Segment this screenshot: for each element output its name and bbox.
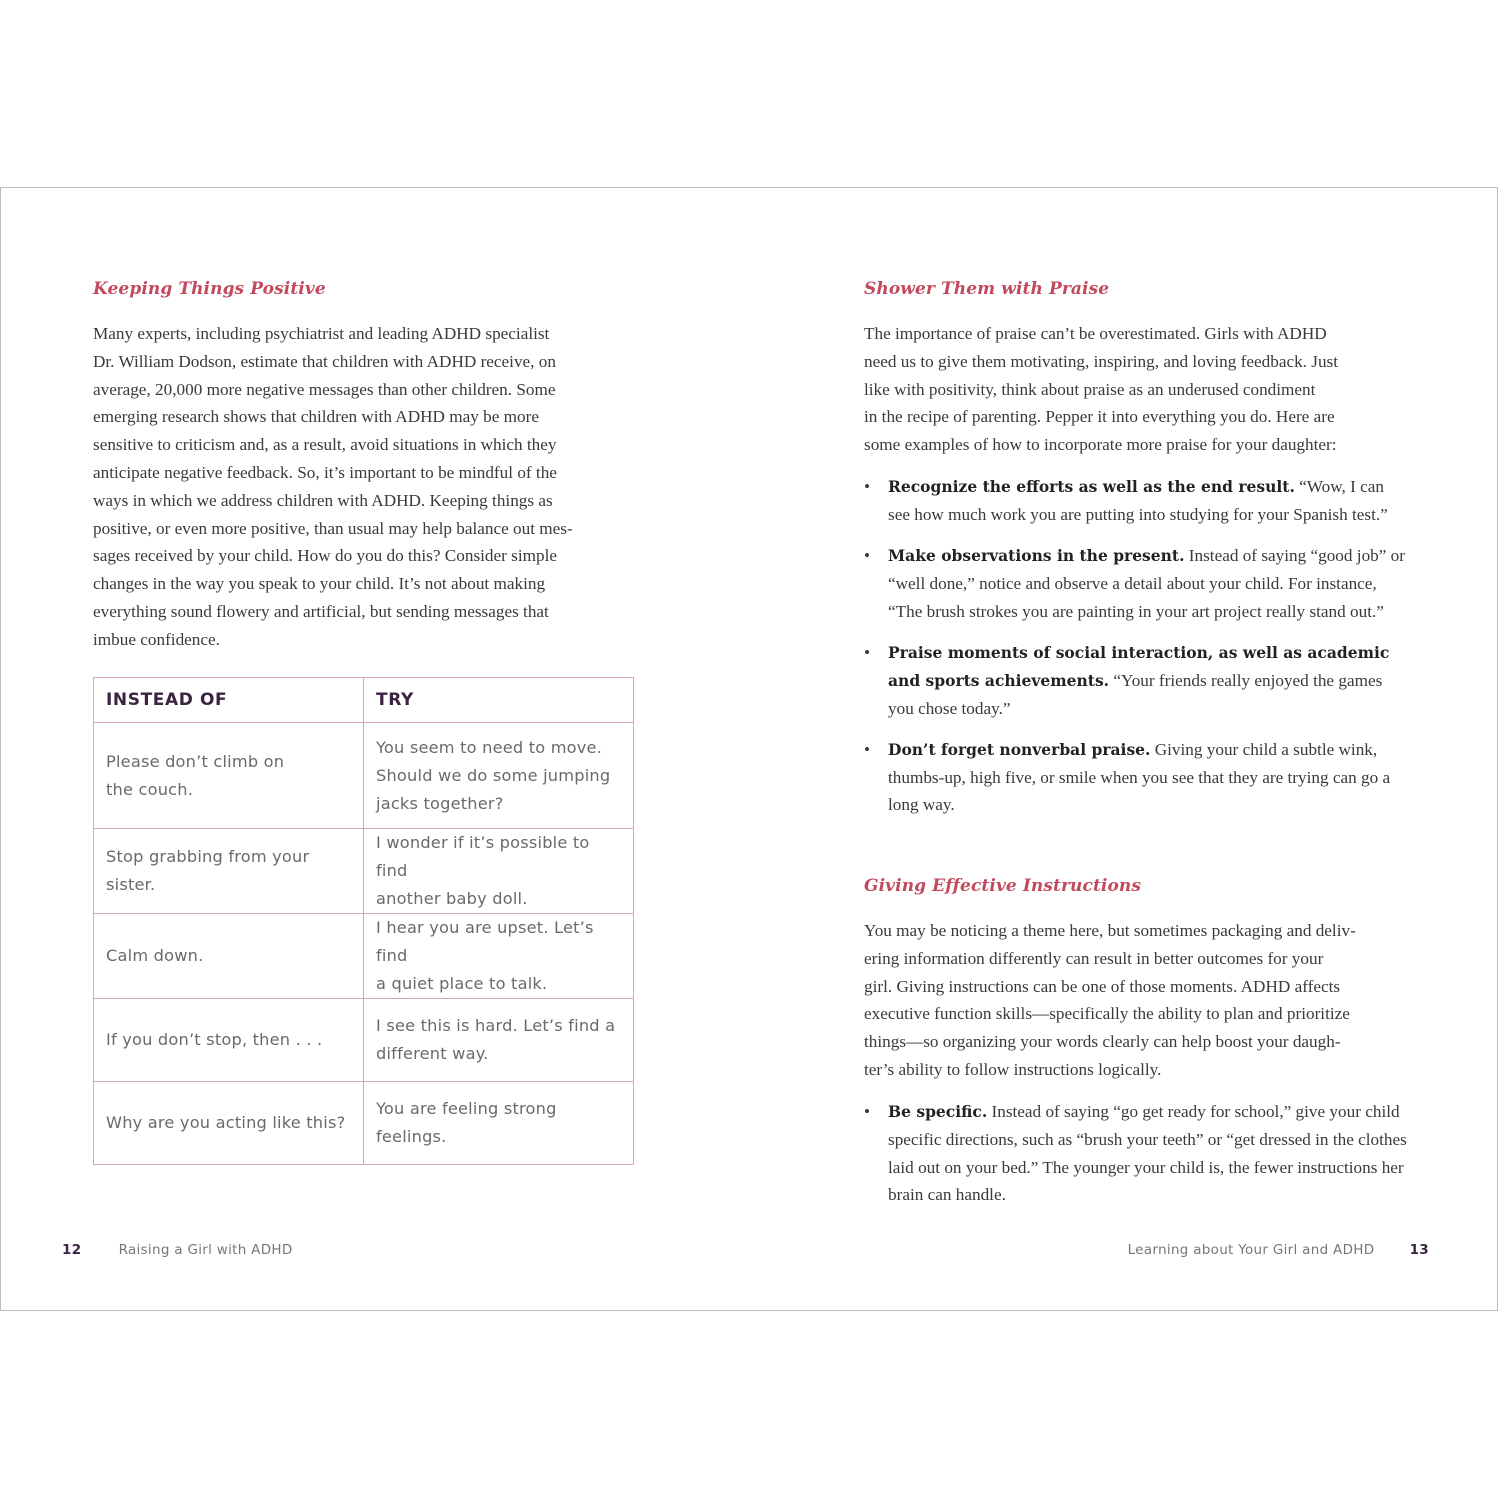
heading-keeping-things-positive: Keeping Things Positive	[93, 279, 326, 299]
text-line: average, 20,000 more negative messages than other children. Some	[93, 379, 556, 399]
instead-of-cell	[94, 1082, 364, 1165]
try-cell	[364, 1082, 634, 1165]
bullet-dot-icon: •	[864, 1102, 871, 1121]
bullet-text: Instead of saying “good job” or “well done,” notice and observe a detail about your child. For instance, “The brush strokes you are painting in your art project really stand out.”	[888, 546, 1406, 621]
try-cell	[364, 723, 634, 829]
praise-bullet-list	[864, 473, 1409, 833]
instructions-bullet-list	[864, 1098, 1409, 1223]
text-line: anticipate negative feedback. So, it’s important to be mindful of the	[93, 462, 557, 482]
text-line: ering information differently can result in better outcomes for your	[864, 948, 1324, 968]
running-title-right: Learning about Your Girl and ADHD	[1127, 1242, 1375, 1258]
text-line: need us to give them motivating, inspiring, and loving feedback. Just	[864, 351, 1339, 371]
bullet-dot-icon: •	[864, 739, 871, 759]
bullet-lead: Recognize the efforts as well as the end result.	[888, 477, 1295, 496]
bullet-text: “Wow, I can see how much work you are putting into studying for your Spanish test.”	[888, 477, 1388, 524]
bullet-lead: Be specific.	[888, 1102, 988, 1121]
page-number-left: 12	[62, 1242, 82, 1258]
text-line: imbue confidence.	[93, 629, 220, 649]
bullet-text: Instead of saying “go get ready for school,” give your child specific directions, such as “brush your teeth” or “get dressed in the clothes laid out on your bed.” The younger your child is, the fewer instructions her brain can handle.	[888, 1102, 1407, 1205]
try-cell	[364, 829, 634, 914]
text-line: girl. Giving instructions can be one of those moments. ADHD affects	[864, 976, 1341, 996]
cell-line: feelings.	[376, 1127, 447, 1146]
page-number-right: 13	[1409, 1242, 1429, 1258]
cell-line: If you don’t stop, then . . .	[106, 1030, 323, 1049]
bullet-dot-icon: •	[864, 477, 871, 496]
header-instead-of: INSTEAD OF	[94, 678, 364, 723]
text-line: Dr. William Dodson, estimate that children with ADHD receive, on	[93, 351, 556, 371]
instead-of-cell	[94, 723, 364, 829]
text-line: some examples of how to incorporate more praise for your daughter:	[864, 435, 1337, 455]
bullet-lead: Praise moments of social interaction, as well as academic and sports achievements.	[888, 642, 1390, 690]
instead-of-cell	[94, 999, 364, 1082]
bullet-item	[864, 542, 1409, 625]
table-row	[94, 914, 634, 999]
text-line: sages received by your child. How do you do this? Consider simple	[93, 546, 557, 566]
text-line: Many experts, including psychiatrist and leading ADHD specialist	[93, 324, 550, 343]
text-line: emerging research shows that children with ADHD may be more	[93, 407, 539, 427]
try-cell	[364, 999, 634, 1082]
cell-line: the couch.	[106, 779, 194, 799]
cell-line: I see this is hard. Let’s find a	[376, 1016, 616, 1035]
table-row	[94, 723, 634, 829]
instead-of-cell	[94, 914, 364, 999]
text-line: things—so organizing your words clearly can help boost your daugh-	[864, 1032, 1341, 1052]
heading-giving-effective-instructions: Giving Effective Instructions	[864, 876, 1142, 896]
text-line: like with positivity, think about praise as an underused condiment	[864, 379, 1316, 399]
text-line: everything sound flowery and artificial, but sending messages that	[93, 601, 549, 621]
cell-line: Please don’t climb on	[106, 751, 285, 771]
cell-line: a quiet place to talk.	[376, 974, 548, 993]
bullet-item	[864, 1098, 1409, 1209]
right-paragraph-2	[864, 917, 1424, 1084]
text-line: ways in which we address children with ADHD. Keeping things as	[93, 490, 553, 510]
cell-line: Why are you acting like this?	[106, 1113, 346, 1132]
text-line: changes in the way you speak to your child. It’s not about making	[93, 574, 546, 594]
bullet-text: Giving your child a subtle wink, thumbs-up, high five, or smile when you see that they are trying can go a long way.	[888, 739, 1391, 815]
text-line: sensitive to criticism and, as a result, avoid situations in which they	[93, 435, 557, 455]
cell-line: sister.	[106, 875, 156, 894]
right-paragraph-1	[864, 320, 1424, 459]
text-line: in the recipe of parenting. Pepper it into everything you do. Here are	[864, 407, 1335, 427]
cell-line: I wonder if it’s possible to find	[376, 833, 590, 880]
cell-line: Stop grabbing from your	[106, 847, 310, 866]
table-row	[94, 1082, 634, 1165]
text-line: The importance of praise can’t be overestimated. Girls with ADHD	[864, 324, 1327, 343]
text-line: You may be noticing a theme here, but sometimes packaging and deliv-	[864, 921, 1356, 940]
table-header-row	[94, 678, 634, 723]
bullet-lead: Make observations in the present.	[888, 546, 1185, 566]
cell-line: another baby doll.	[376, 889, 528, 908]
cell-line: I hear you are upset. Let’s find	[376, 918, 594, 965]
cell-line: Should we do some jumping	[376, 765, 611, 785]
cell-line: You seem to need to move.	[376, 737, 603, 757]
left-footer	[62, 1242, 293, 1258]
cell-line: You are feeling strong	[376, 1099, 557, 1118]
instead-of-try-table	[93, 677, 634, 1165]
try-cell	[364, 914, 634, 999]
bullet-text: “Your friends really enjoyed the games you chose today.”	[888, 670, 1383, 718]
left-paragraph	[93, 320, 653, 654]
text-line: ter’s ability to follow instructions logically.	[864, 1059, 1162, 1079]
table-row	[94, 829, 634, 914]
bullet-item	[864, 473, 1409, 529]
bullet-lead: Don’t forget nonverbal praise.	[888, 739, 1151, 759]
heading-shower-them-with-praise: Shower Them with Praise	[864, 279, 1110, 299]
right-footer	[1128, 1242, 1429, 1258]
text-line: executive function skills—specifically the ability to plan and prioritize	[864, 1004, 1350, 1024]
bullet-dot-icon: •	[864, 546, 871, 566]
table-row	[94, 999, 634, 1082]
text-line: positive, or even more positive, than usual may help balance out mes-	[93, 518, 573, 538]
cell-line: different way.	[376, 1044, 489, 1063]
cell-line: jacks together?	[376, 793, 504, 813]
instead-of-cell	[94, 829, 364, 914]
bullet-dot-icon: •	[864, 642, 871, 662]
bullet-item	[864, 639, 1409, 722]
running-title-left: Raising a Girl with ADHD	[118, 1242, 293, 1258]
bullet-item	[864, 736, 1409, 819]
header-try: TRY	[364, 678, 634, 723]
cell-line: Calm down.	[106, 946, 204, 965]
